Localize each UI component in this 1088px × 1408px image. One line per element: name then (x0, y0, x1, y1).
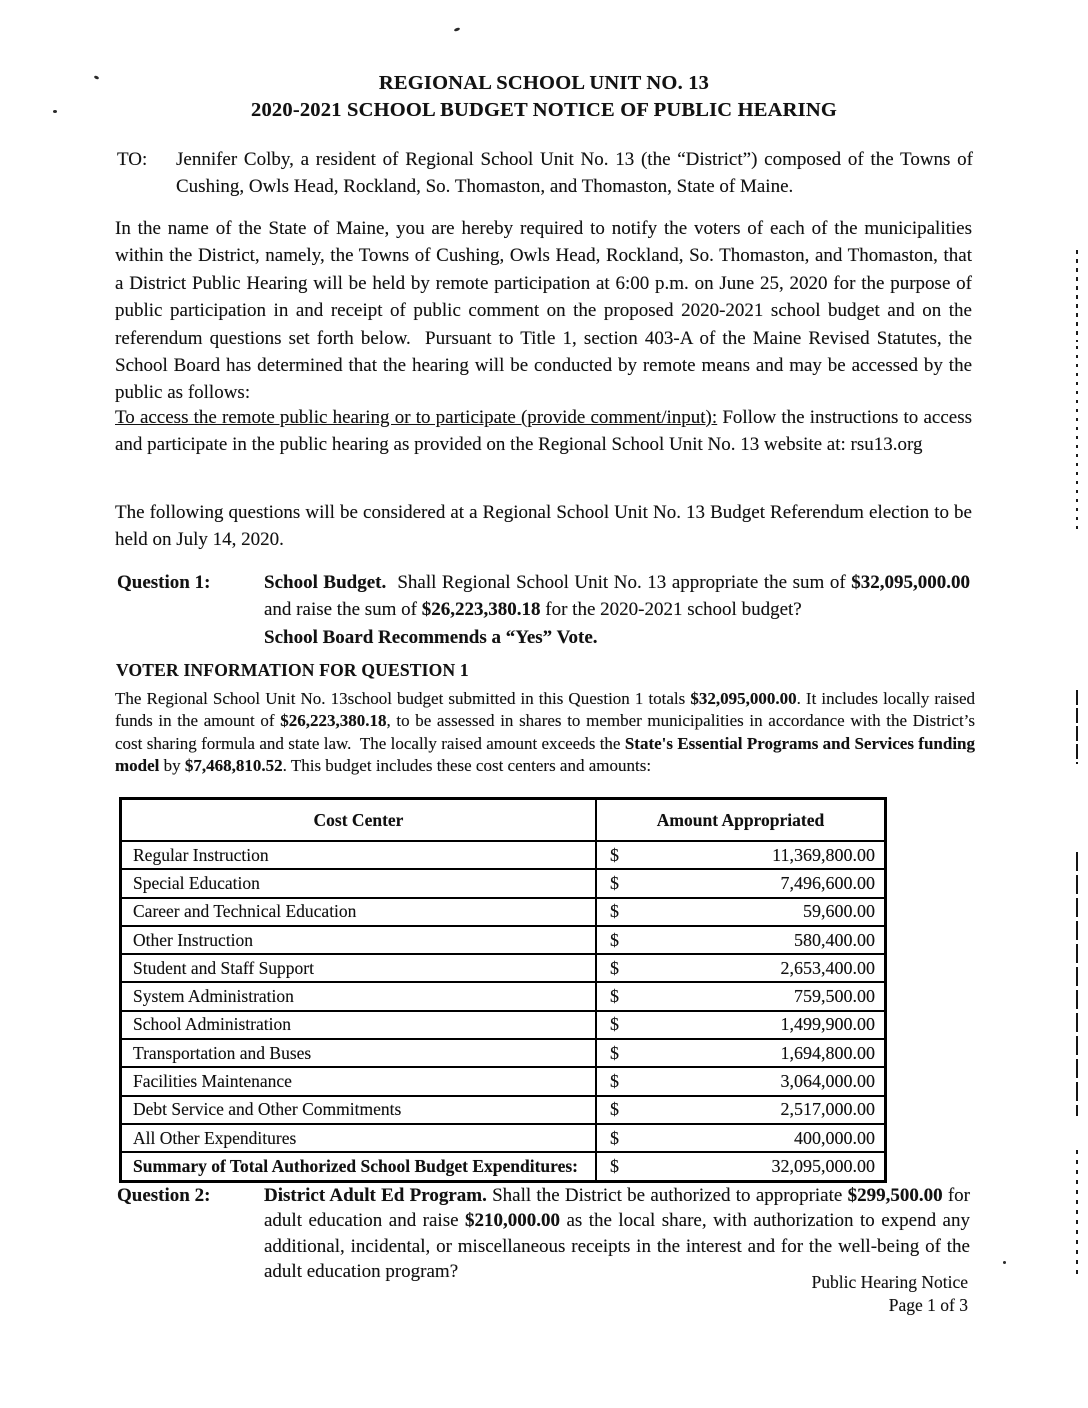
cost-center-cell: All Other Expenditures (121, 1124, 596, 1152)
text-run: Shall the District be authorized to appropriate (486, 1185, 848, 1206)
text-run: . This budget includes these cost centers and amounts: (282, 755, 652, 775)
table-row (121, 1067, 886, 1095)
title-line-1: REGIONAL SCHOOL UNIT NO. 13 (378, 72, 710, 94)
text-run: District Adult Ed Program. (264, 1185, 487, 1206)
amount-cell (596, 1124, 886, 1152)
table-row (121, 898, 886, 926)
to-text: Jennifer Colby, a resident of Regional School Unit No. 13 (the “District”) composed of the Towns of Cushing, Owls Head, Rockland, So. Thomaston, and Thomaston, State of Maine. (176, 149, 973, 198)
table-row (121, 1039, 886, 1067)
question-2-body (264, 1183, 970, 1285)
amount-cell (596, 1152, 886, 1181)
text-run: $26,223,380.18 (421, 599, 541, 621)
amount-value: 1,694,800.00 (780, 1042, 875, 1063)
dollar-sign: $ (609, 1155, 619, 1176)
table-row (121, 954, 886, 982)
intro-paragraph: In the name of the State of Maine, you are hereby required to notify the voters of each of the municipalities within the District, namely, the Towns of Cushing, Owls Head, Rockland, So. Thomaston, and Thomaston, that a District Public Hearing will be held by remote participation at 6:00 p.m. on June 25, 2020 for the purpose of public participation in and receipt of public comment on the proposed 2020-2021 school budget and on the referendum questions set forth below. Pursuant to Title 1, section 403-A of the Maine Revised Statutes, the School Board has determined that the hearing will be conducted by remote means and may be accessed by the public as follows: (115, 218, 972, 404)
scan-artifact-line (1076, 690, 1078, 764)
cost-center-cell: Student and Staff Support (121, 954, 596, 982)
amount-value: 3,064,000.00 (780, 1071, 875, 1092)
table-row (121, 926, 886, 954)
text-run: $299,500.00 (847, 1185, 943, 1206)
text-run: as the local share, with authorization to expend any additional, incidental, or miscellaneous receipts in the interest and for the well-being of the adult education program? (264, 1210, 970, 1283)
question-2-label: Question 2: (117, 1185, 211, 1206)
text-run: State's Essential Programs and Services funding model (115, 733, 975, 775)
amount-cell (596, 926, 886, 954)
dollar-sign: $ (609, 1099, 619, 1120)
scan-speck (1003, 1261, 1006, 1264)
cost-center-table (119, 797, 887, 1183)
to-label: TO: (117, 149, 148, 170)
text-run: Shall Regional School Unit No. 13 appropriate the sum of (386, 572, 852, 593)
table-row (121, 869, 886, 897)
voter-information-paragraph (115, 688, 975, 777)
text-run: $7,468,810.52 (184, 755, 283, 775)
amount-value: 2,653,400.00 (780, 957, 875, 978)
dollar-sign: $ (609, 1071, 619, 1092)
amount-cell (596, 1067, 886, 1095)
text-run: $32,095,000.00 (690, 689, 797, 708)
cost-center-cell: Facilities Maintenance (121, 1067, 596, 1095)
amount-value: 11,369,800.00 (772, 844, 875, 865)
text-run: for the 2020-2021 school budget? (540, 599, 802, 621)
cost-center-cell: Debt Service and Other Commitments (121, 1096, 596, 1124)
table-row (121, 1096, 886, 1124)
dollar-sign: $ (609, 872, 619, 893)
scan-artifact-line (1076, 346, 1078, 534)
voter-information-heading: VOTER INFORMATION FOR QUESTION 1 (116, 660, 469, 680)
scan-artifact-line (1076, 250, 1078, 342)
amount-cell (596, 982, 886, 1010)
amount-value: 759,500.00 (794, 986, 875, 1007)
scan-speck (53, 110, 57, 113)
text-run: for adult education and raise (264, 1185, 971, 1232)
table-header-row (121, 799, 886, 842)
text-run: Follow the instructions to access and participate in the public hearing as provided on the Regional School Unit No. 13 website at: rsu13.org (115, 407, 972, 456)
cost-center-cell: Career and Technical Education (121, 898, 596, 926)
table-row (121, 982, 886, 1010)
text-run: $210,000.00 (464, 1210, 560, 1232)
amount-value: 2,517,000.00 (780, 1099, 875, 1120)
dollar-sign: $ (609, 1014, 619, 1035)
cost-center-cell: Summary of Total Authorized School Budget Expenditures: (121, 1152, 596, 1181)
footer-page-number: Page 1 of 3 (888, 1295, 968, 1315)
referendum-date-paragraph: The following questions will be considered at a Regional School Unit No. 13 Budget Referendum election to be held on July 14, 2020. (115, 502, 972, 551)
scan-artifact-line (1076, 1150, 1078, 1276)
addressee-block (117, 146, 973, 201)
title-line-2: 2020-2021 SCHOOL BUDGET NOTICE OF PUBLIC HEARING (251, 99, 837, 121)
footer-document-name: Public Hearing Notice (811, 1272, 968, 1292)
dollar-sign: $ (609, 901, 619, 922)
page-footer (568, 1271, 968, 1317)
table-header (121, 799, 886, 842)
budget-table-wrapper (119, 797, 887, 1183)
amount-cell (596, 1039, 886, 1067)
question-1-body (264, 569, 970, 651)
table-row (121, 1124, 886, 1152)
scan-artifact-line (1076, 852, 1078, 1116)
text-run: by (159, 755, 185, 775)
amount-cell (596, 898, 886, 926)
text-run: . It includes locally raised funds in the amount of (115, 689, 975, 731)
question-2-block (117, 1183, 973, 1285)
cost-center-cell: Other Instruction (121, 926, 596, 954)
amount-value: 59,600.00 (803, 901, 875, 922)
dollar-sign: $ (609, 929, 619, 950)
text-run: School Budget. (264, 572, 387, 593)
table-row (121, 1011, 886, 1039)
text-run: $32,095,000.00 (851, 572, 970, 593)
question-1-block (117, 569, 973, 651)
amount-value: 32,095,000.00 (771, 1155, 875, 1176)
cost-center-cell: Special Education (121, 869, 596, 897)
dollar-sign: $ (609, 957, 619, 978)
amount-cell (596, 1096, 886, 1124)
table-body (121, 841, 886, 1181)
cost-center-cell: Transportation and Buses (121, 1039, 596, 1067)
cost-center-cell: School Administration (121, 1011, 596, 1039)
text-run: , to be assessed in shares to member municipalities in accordance with the District’s cost sharing formula and state law. The locally raised amount exceeds the (115, 711, 976, 753)
question-1-label: Question 1: (117, 572, 211, 593)
amount-value: 580,400.00 (794, 929, 875, 950)
amount-value: 400,000.00 (794, 1127, 875, 1148)
amount-cell (596, 1011, 886, 1039)
text-run: The Regional School Unit No. 13school budget submitted in this Question 1 totals (115, 689, 691, 708)
amount-column-header: Amount Appropriated (596, 799, 886, 842)
cost-center-column-header: Cost Center (121, 799, 596, 842)
amount-cell (596, 869, 886, 897)
cost-center-cell: System Administration (121, 982, 596, 1010)
scan-speck (454, 27, 461, 32)
dollar-sign: $ (609, 986, 619, 1007)
cost-center-cell: Regular Instruction (121, 841, 596, 869)
amount-cell (596, 954, 886, 982)
text-run: $26,223,380.18 (280, 711, 387, 731)
text-run: and raise the sum of (264, 599, 422, 621)
question-1-recommendation: School Board Recommends a “Yes” Vote. (264, 626, 598, 648)
dollar-sign: $ (609, 844, 619, 865)
amount-value: 1,499,900.00 (780, 1014, 875, 1035)
table-row (121, 1152, 886, 1181)
dollar-sign: $ (609, 1042, 619, 1063)
access-instructions-paragraph (115, 404, 972, 459)
table-row (121, 841, 886, 869)
text-run: To access the remote public hearing or to participate (provide comment/input): (115, 407, 718, 428)
document-title (0, 70, 1088, 124)
amount-cell (596, 841, 886, 869)
question-1-text (264, 572, 970, 620)
dollar-sign: $ (609, 1127, 619, 1148)
amount-value: 7,496,600.00 (780, 872, 875, 893)
